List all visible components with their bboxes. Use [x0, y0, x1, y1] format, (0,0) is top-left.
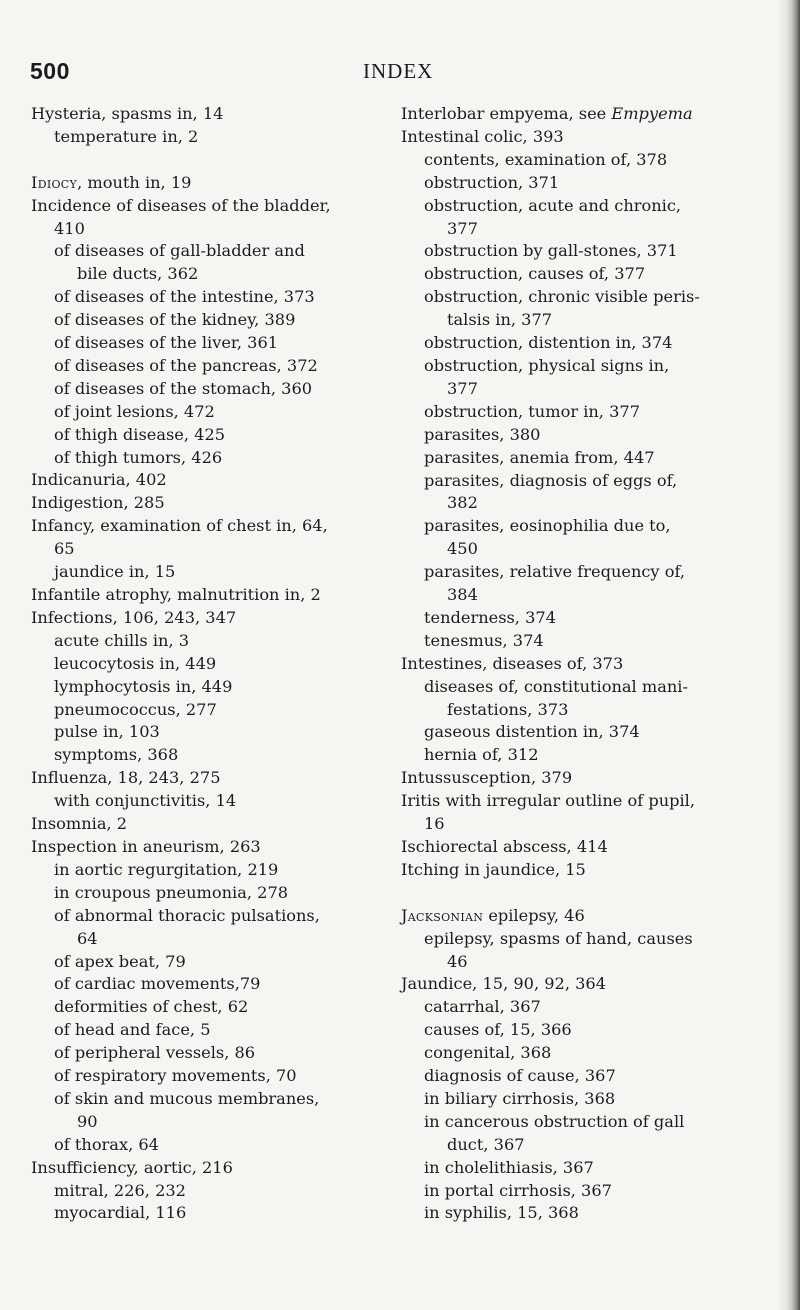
entry-text: mitral, 226, 232 [54, 1180, 186, 1200]
entry-text: 410 [54, 218, 85, 238]
index-heading-entry [31, 515, 393, 538]
entry-text: Intestines, diseases of, 373 [401, 653, 624, 673]
entry-text: Intestinal colic, 393 [401, 126, 564, 146]
index-subentry [401, 515, 737, 538]
see-reference: Empyema [611, 104, 693, 123]
index-heading-entry [401, 126, 737, 149]
entry-text: of diseases of the stomach, 360 [54, 378, 313, 398]
entry-text: in aortic regurgitation, 219 [54, 859, 279, 879]
entry-text: obstruction, causes of, 377 [424, 264, 646, 284]
entry-text: obstruction, distention in, 374 [424, 333, 673, 353]
index-heading-entry [31, 836, 393, 859]
index-subentry [31, 447, 393, 470]
index-heading-entry [401, 767, 737, 790]
entry-text: 450 [447, 539, 478, 559]
index-subentry [401, 1019, 737, 1042]
index-subentry [401, 378, 737, 401]
index-subentry [31, 309, 393, 332]
index-subentry [401, 744, 737, 767]
index-subentry [401, 630, 737, 653]
index-subentry [401, 538, 737, 561]
entry-text: festations, 373 [447, 699, 569, 719]
index-heading-entry [401, 836, 737, 859]
index-subentry [31, 973, 393, 996]
entry-text: of peripheral vessels, 86 [54, 1043, 256, 1063]
entry-text: congenital, 368 [424, 1043, 552, 1063]
index-subentry [31, 126, 393, 149]
index-subentry [401, 561, 737, 584]
small-caps-heading: Idiocy [31, 172, 78, 192]
entry-text: temperature in, 2 [54, 126, 199, 146]
index-heading-entry [31, 1157, 393, 1180]
entry-text: 90 [77, 1111, 98, 1131]
entry-text: in syphilis, 15, 368 [424, 1203, 579, 1223]
index-subentry [401, 309, 737, 332]
entry-text: of respiratory movements, 70 [54, 1066, 297, 1086]
index-heading-entry [401, 103, 737, 126]
index-subentry [31, 286, 393, 309]
entry-text: Itching in jaundice, 15 [401, 859, 586, 879]
page-gutter-shadow [776, 0, 786, 1310]
running-head: INDEX [363, 59, 434, 83]
index-subentry [401, 813, 737, 836]
index-subentry [31, 1019, 393, 1042]
entry-text: of diseases of the intestine, 373 [54, 287, 315, 307]
index-subentry [31, 332, 393, 355]
entry-text: contents, examination of, 378 [424, 149, 668, 169]
entry-text: Incidence of diseases of the bladder, [31, 195, 331, 215]
index-column-left [31, 103, 393, 1225]
entry-text: Intussusception, 379 [401, 768, 573, 788]
index-subentry [31, 744, 393, 767]
entry-text: Influenza, 18, 243, 275 [31, 768, 221, 788]
index-subentry [401, 401, 737, 424]
index-subentry [401, 332, 737, 355]
index-subentry [31, 721, 393, 744]
index-subentry [31, 355, 393, 378]
index-heading-entry [401, 973, 737, 996]
index-subentry [401, 1157, 737, 1180]
entry-text: Infections, 106, 243, 347 [31, 607, 237, 627]
entry-text: Indigestion, 285 [31, 493, 165, 513]
entry-text: epilepsy, spasms of hand, causes [424, 928, 693, 948]
index-subentry [401, 240, 737, 263]
index-heading-entry [31, 584, 393, 607]
index-subentry [401, 263, 737, 286]
index-subentry [401, 699, 737, 722]
entry-text: parasites, diagnosis of eggs of, [424, 470, 678, 490]
index-heading-entry [31, 103, 393, 126]
letter-group-gap [31, 149, 393, 172]
index-heading-entry [31, 607, 393, 630]
index-subentry [31, 1134, 393, 1157]
index-subentry [31, 790, 393, 813]
entry-text: Hysteria, spasms in, 14 [31, 104, 224, 123]
entry-text: diseases of, constitutional mani- [424, 676, 688, 696]
entry-text: with conjunctivitis, 14 [54, 791, 237, 811]
index-subentry [401, 1134, 737, 1157]
entry-text: parasites, relative frequency of, [424, 562, 686, 582]
entry-text: of joint lesions, 472 [54, 401, 215, 421]
entry-text: , mouth in, 19 [77, 172, 192, 192]
entry-text: pneumococcus, 277 [54, 699, 217, 719]
index-heading-entry [401, 653, 737, 676]
index-subentry [31, 1111, 393, 1134]
entry-text: obstruction, acute and chronic, [424, 195, 682, 215]
index-subentry [401, 355, 737, 378]
entry-text: jaundice in, 15 [54, 562, 176, 582]
index-subentry [401, 1065, 737, 1088]
index-subentry [31, 882, 393, 905]
entry-text: 377 [447, 378, 478, 398]
index-subentry [401, 424, 737, 447]
index-heading-entry [401, 905, 737, 928]
index-subentry [31, 263, 393, 286]
index-subentry [31, 951, 393, 974]
entry-text: of cardiac movements,79 [54, 974, 261, 994]
index-subentry [31, 699, 393, 722]
entry-text: 65 [54, 539, 75, 559]
entry-text: tenderness, 374 [424, 607, 556, 627]
index-subentry [31, 1042, 393, 1065]
entry-text: obstruction, tumor in, 377 [424, 401, 640, 421]
index-subentry [401, 721, 737, 744]
entry-text: acute chills in, 3 [54, 630, 190, 650]
entry-text: parasites, anemia from, 447 [424, 447, 655, 467]
index-subentry [31, 859, 393, 882]
entry-text: 16 [424, 814, 445, 834]
entry-text: of head and face, 5 [54, 1020, 211, 1040]
entry-text: Jaundice, 15, 90, 92, 364 [401, 974, 607, 994]
index-subentry [31, 240, 393, 263]
entry-text: Infancy, examination of chest in, 64, [31, 516, 328, 536]
index-subentry [31, 538, 393, 561]
entry-text: in portal cirrhosis, 367 [424, 1180, 612, 1200]
page-edge [786, 0, 800, 1310]
entry-text: 384 [447, 585, 478, 605]
entry-text: of diseases of the pancreas, 372 [54, 355, 318, 375]
index-subentry [401, 1180, 737, 1203]
entry-text: duct, 367 [447, 1134, 525, 1154]
entry-text: Infantile atrophy, malnutrition in, 2 [31, 585, 321, 605]
letter-group-gap [401, 882, 737, 905]
index-subentry [401, 286, 737, 309]
index-subentry [31, 218, 393, 241]
index-subentry [401, 996, 737, 1019]
entry-text: of thigh disease, 425 [54, 424, 226, 444]
entry-text: parasites, eosinophilia due to, [424, 516, 671, 536]
entry-text: in croupous pneumonia, 278 [54, 882, 289, 902]
entry-text: causes of, 15, 366 [424, 1020, 572, 1040]
index-subentry [401, 149, 737, 172]
entry-text: Ischiorectal abscess, 414 [401, 837, 608, 856]
index-heading-entry [31, 813, 393, 836]
entry-text: obstruction, 371 [424, 172, 560, 192]
index-subentry [31, 928, 393, 951]
index-column-right [401, 103, 737, 1225]
index-subentry [31, 378, 393, 401]
index-subentry [31, 630, 393, 653]
index-subentry [401, 676, 737, 699]
entry-text: 46 [447, 951, 468, 971]
entry-text: Indicanuria, 402 [31, 470, 167, 490]
index-subentry [31, 676, 393, 699]
index-heading-entry [31, 195, 393, 218]
index-subentry [31, 1202, 393, 1225]
index-subentry [401, 172, 737, 195]
entry-text: obstruction, chronic visible peris- [424, 287, 700, 307]
index-subentry [31, 653, 393, 676]
index-subentry [401, 447, 737, 470]
entry-text: deformities of chest, 62 [54, 997, 249, 1017]
entry-text: in cancerous obstruction of gall [424, 1111, 685, 1131]
entry-text: talsis in, 377 [447, 310, 553, 330]
entry-text: in biliary cirrhosis, 368 [424, 1088, 616, 1108]
entry-text: Insomnia, 2 [31, 814, 128, 834]
index-subentry [401, 584, 737, 607]
entry-text: of thorax, 64 [54, 1134, 159, 1154]
entry-text: catarrhal, 367 [424, 997, 541, 1017]
index-subentry [401, 1088, 737, 1111]
entry-text: lymphocytosis in, 449 [54, 676, 233, 696]
index-subentry [401, 492, 737, 515]
entry-text: parasites, 380 [424, 424, 541, 444]
entry-text: diagnosis of cause, 367 [424, 1066, 616, 1086]
small-caps-heading: Jacksonian [401, 905, 484, 925]
index-subentry [401, 607, 737, 630]
index-subentry [31, 1088, 393, 1111]
entry-text: Insufficiency, aortic, 216 [31, 1157, 233, 1177]
index-heading-entry [401, 790, 737, 813]
entry-text: Inspection in aneurism, 263 [31, 836, 261, 856]
entry-text: 64 [77, 928, 98, 948]
entry-text: tenesmus, 374 [424, 630, 544, 650]
index-subentry [31, 905, 393, 928]
entry-text: epilepsy, 46 [483, 905, 585, 925]
index-heading-entry [31, 172, 393, 195]
page-header [30, 58, 760, 88]
entry-text: of skin and mucous membranes, [54, 1088, 320, 1108]
entry-text: of apex beat, 79 [54, 951, 186, 971]
index-subentry [401, 951, 737, 974]
index-subentry [401, 1042, 737, 1065]
entry-text: leucocytosis in, 449 [54, 653, 217, 673]
entry-text: of thigh tumors, 426 [54, 447, 223, 467]
index-subentry [31, 1065, 393, 1088]
entry-text: hernia of, 312 [424, 745, 539, 765]
entry-text: obstruction, physical signs in, [424, 355, 670, 375]
entry-text: Iritis with irregular outline of pupil, [401, 791, 695, 811]
entry-text: of abnormal thoracic pulsations, [54, 905, 320, 925]
index-heading-entry [31, 469, 393, 492]
entry-text: of diseases of gall-bladder and [54, 241, 305, 261]
entry-text: pulse in, 103 [54, 722, 160, 742]
entry-text: myocardial, 116 [54, 1203, 187, 1223]
index-heading-entry [31, 492, 393, 515]
index-heading-entry [401, 859, 737, 882]
entry-text: of diseases of the kidney, 389 [54, 310, 296, 330]
entry-text: gaseous distention in, 374 [424, 722, 640, 742]
index-subentry [31, 561, 393, 584]
entry-text: in cholelithiasis, 367 [424, 1157, 594, 1177]
entry-text: symptoms, 368 [54, 745, 179, 765]
index-subentry [401, 470, 737, 493]
index-subentry [31, 996, 393, 1019]
index-subentry [31, 401, 393, 424]
entry-text: Interlobar empyema, see [401, 104, 612, 123]
index-subentry [401, 195, 737, 218]
entry-text: of diseases of the liver, 361 [54, 333, 279, 353]
index-subentry [401, 1111, 737, 1134]
entry-text: obstruction by gall-stones, 371 [424, 241, 678, 261]
index-subentry [31, 1180, 393, 1203]
entry-text: 382 [447, 493, 478, 513]
entry-text: 377 [447, 218, 478, 238]
index-subentry [401, 218, 737, 241]
entry-text: bile ducts, 362 [77, 264, 199, 284]
index-subentry [401, 928, 737, 951]
index-heading-entry [31, 767, 393, 790]
page-number: 500 [30, 58, 70, 84]
index-subentry [401, 1202, 737, 1225]
index-subentry [31, 424, 393, 447]
